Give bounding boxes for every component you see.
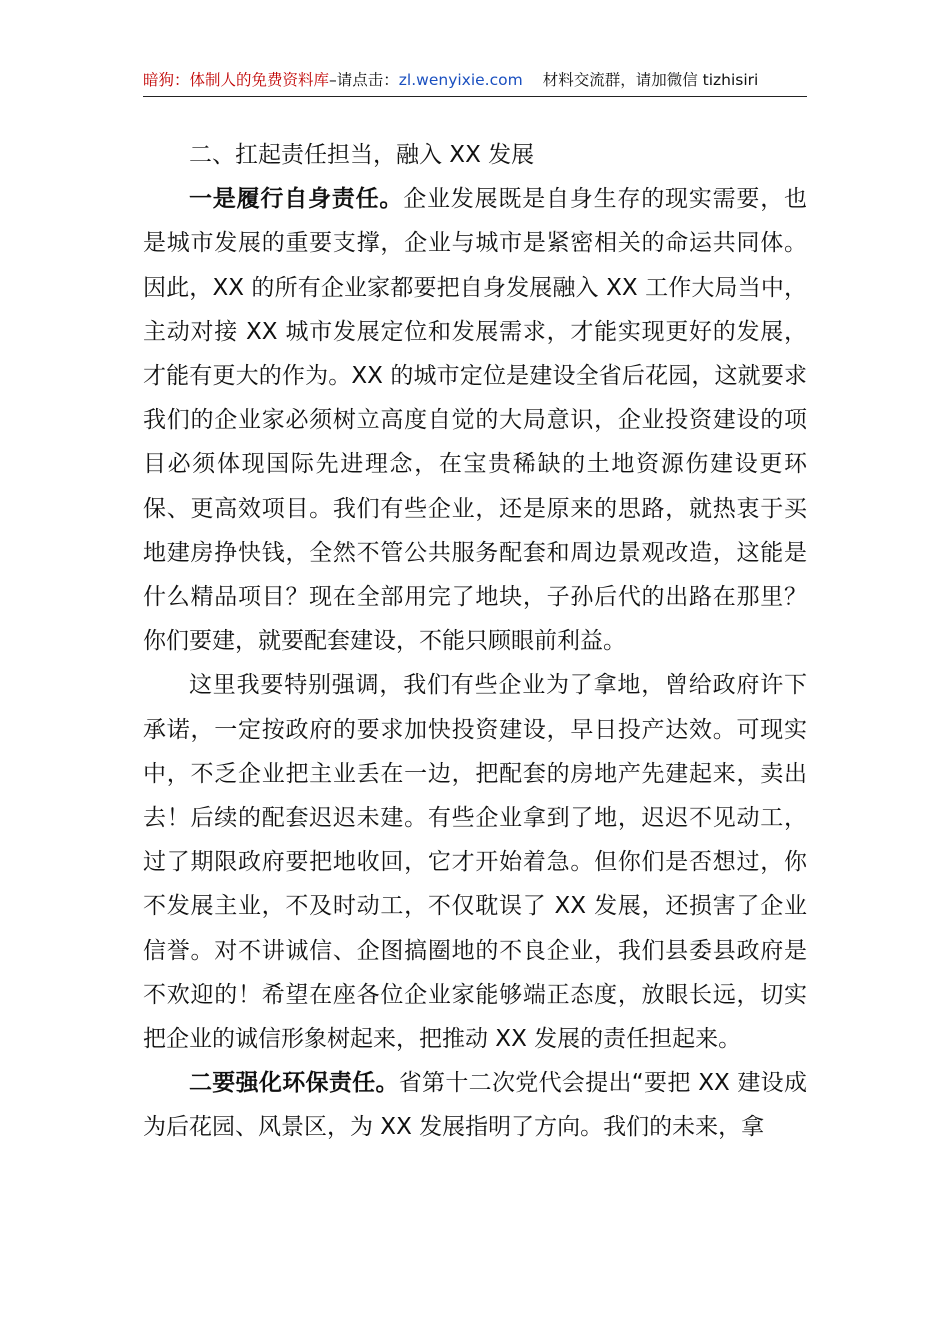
document-body (143, 133, 807, 1150)
paragraph-3-text: 省第十二次党代会提出“要把 XX 建设成为后花园、风景区，为 XX 发展指明了方向。我们的未来，拿 (143, 1070, 807, 1141)
wechat-note: 材料交流群，请加微信 tizhisiri (542, 71, 759, 89)
section-heading: 二、扛起责任担当，融入 XX 发展 (189, 142, 535, 168)
paragraph-1 (143, 177, 807, 663)
paragraph-3 (143, 1061, 807, 1149)
paragraph-2 (143, 663, 807, 1061)
link-prefix: –请点击： (329, 71, 399, 89)
paragraph-2-text: 这里我要特别强调，我们有些企业为了拿地，曾给政府许下承诺，一定按政府的要求加快投资建设，早日投产达效。可现实中，不乏企业把主业丢在一边，把配套的房地产先建起来，卖出去！后续的配套迟迟未建。有些企业拿到了地，迟迟不见动工，过了期限政府要把地收回，它才开始着急。但你们是否想过，你不发展主业，不及时动工，不仅耽误了 XX 发展，还损害了企业信誉。对不讲诚信、企图搞圈地的不良企业，我们县委县政府是不欢迎的！希望在座各位企业家能够端正态度，放眼长远，切实把企业的诚信形象树起来，把推动 XX 发展的责任担起来。 (143, 672, 807, 1053)
paragraph-1-lead: 一是履行自身责任。 (189, 186, 404, 213)
site-url-link[interactable]: zl.wenyixie.com (398, 71, 523, 89)
site-name: 暗狗：体制人的免费资料库 (143, 71, 330, 89)
paragraph-3-lead: 二要强化环保责任。 (189, 1070, 399, 1097)
paragraph-1-text: 企业发展既是自身生存的现实需要，也是城市发展的重要支撑，企业与城市是紧密相关的命运共同体。因此，XX 的所有企业家都要把自身发展融入 XX 工作大局当中，主动对接 XX 城市发展定位和发展需求，才能实现更好的发展，才能有更大的作为。XX 的城市定位是建设全省后花园，这就要求我们的企业家必须树立高度自觉的大局意识，企业投资建设的项目必须体现国际先进理念，在宝贵稀缺的土地资源伤建设更环保、更高效项目。我们有些企业，还是原来的思路，就热衷于买地建房挣快钱，全然不管公共服务配套和周边景观改造，这能是什么精品项目？现在全部用完了地块，子孙后代的出路在那里？你们要建，就要配套建设，不能只顾眼前利益。 (143, 186, 808, 655)
page-header (143, 66, 807, 97)
